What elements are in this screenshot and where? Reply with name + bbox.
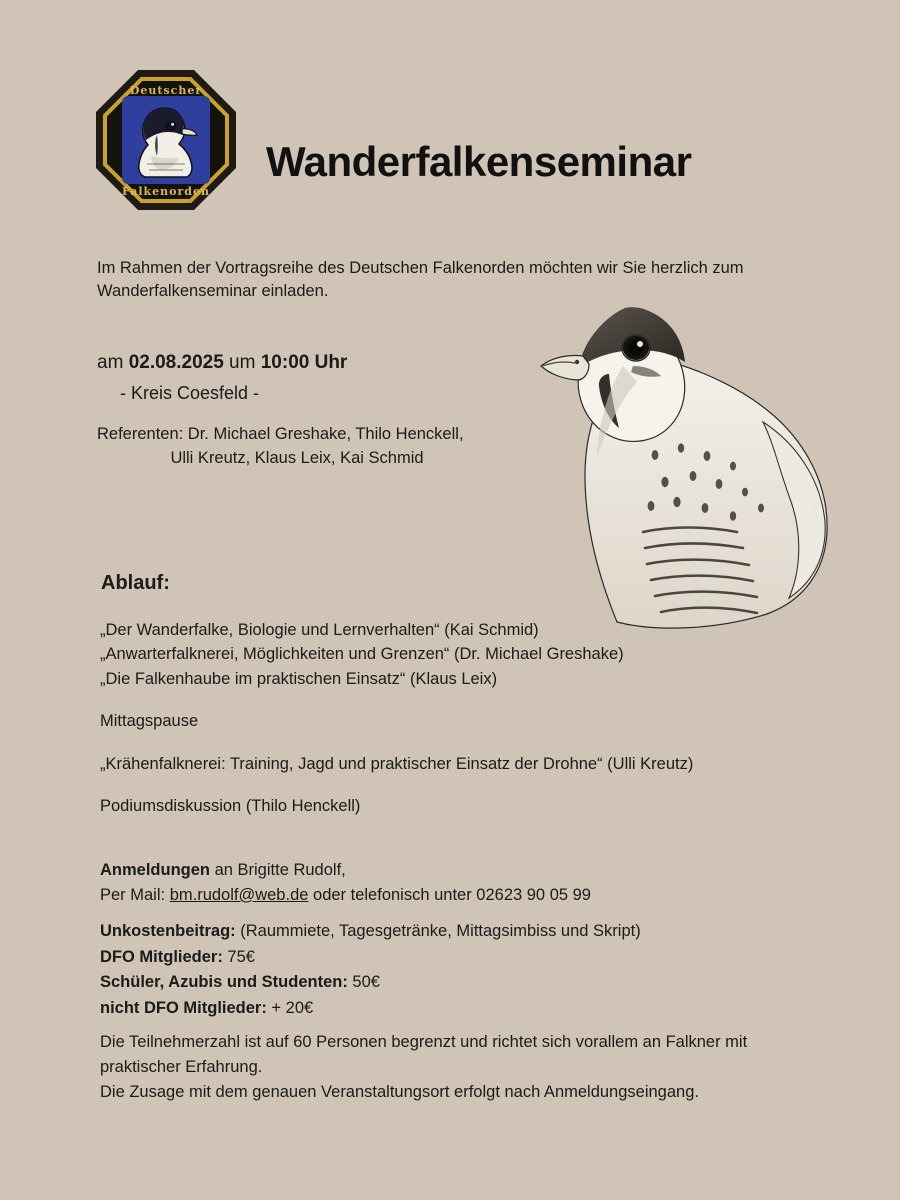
footnote-line-2: Die Zusage mit dem genauen Veranstaltungsort erfolgt nach Anmeldungseingang.	[100, 1082, 699, 1101]
registration-contact-line	[100, 858, 820, 883]
fees-header	[100, 919, 820, 945]
registration-label: Anmeldungen	[100, 861, 210, 879]
logo-blue-field	[122, 96, 210, 184]
program-heading: Ablauf:	[101, 572, 170, 594]
fees-label: Unkostenbeitrag:	[100, 922, 236, 940]
mail-suffix: oder telefonisch unter 02623 90 05 99	[308, 885, 591, 904]
fee-row	[100, 996, 820, 1022]
list-item: Podiumsdiskussion (Thilo Henckell)	[100, 797, 361, 816]
fee-label: DFO Mitglieder:	[100, 947, 223, 966]
list-item: Mittagspause	[100, 712, 199, 731]
speakers-line-2: Ulli Kreutz, Klaus Leix, Kai Schmid	[170, 448, 424, 467]
registration-contact: an Brigitte Rudolf,	[210, 861, 346, 879]
fee-value: 75€	[222, 947, 255, 966]
dfo-logo	[96, 70, 236, 210]
event-speakers	[97, 423, 517, 471]
email-link[interactable]: bm.rudolf@web.de	[169, 885, 309, 904]
footnote-line-1: Die Teilnehmerzahl ist auf 60 Personen begrenzt und richtet sich vorallem an Falkner mit praktischer Erfahrung.	[100, 1033, 748, 1076]
page-title: Wanderfalkenseminar	[266, 138, 692, 186]
footnote-block	[100, 1030, 820, 1104]
fees-includes: (Raummiete, Tagesgetränke, Mittagsimbiss und Skript)	[235, 922, 641, 940]
spacer	[100, 691, 800, 709]
peregrine-falcon-illustration	[505, 270, 845, 650]
falcon-head-icon	[127, 104, 205, 180]
list-item: „Krähenfalknerei: Training, Jagd und praktischer Einsatz der Drohne“ (Ulli Kreutz)	[100, 754, 694, 773]
mail-prefix: Per Mail:	[100, 885, 170, 904]
fees-block	[100, 919, 820, 1021]
registration-block	[100, 858, 820, 908]
fee-label: Schüler, Azubis und Studenten:	[100, 973, 348, 992]
registration-mail-line	[100, 883, 820, 908]
spacer	[100, 776, 800, 794]
speakers-line-1: Referenten: Dr. Michael Greshake, Thilo Henckell,	[97, 425, 464, 443]
fee-row	[100, 970, 820, 996]
fee-label: nicht DFO Mitglieder:	[100, 998, 267, 1017]
list-item: „Anwarterfalknerei, Möglichkeiten und Grenzen“ (Dr. Michael Greshake)	[100, 645, 624, 664]
fee-row	[100, 945, 820, 971]
spacer	[100, 734, 800, 752]
list-item: „Der Wanderfalke, Biologie und Lernverhalten“ (Kai Schmid)	[100, 621, 539, 639]
fee-value: + 20€	[266, 998, 314, 1017]
date-prefix: am	[97, 352, 129, 373]
intro-paragraph: Im Rahmen der Vortragsreihe des Deutschen Falkenorden möchten wir Sie herzlich zum Wanderfalkenseminar einladen.	[97, 258, 744, 301]
event-date-line	[97, 352, 347, 374]
event-region: - Kreis Coesfeld -	[120, 383, 260, 403]
program-list	[100, 618, 800, 818]
event-date: 02.08.2025	[128, 352, 224, 373]
logo-text-top: Deutscher	[129, 84, 203, 97]
list-item: „Die Falkenhaube im praktischen Einsatz“ (Klaus Leix)	[100, 669, 498, 688]
date-middle: um	[223, 352, 261, 373]
logo-text-bottom: Falkenorden	[122, 185, 210, 198]
fee-value: 50€	[347, 973, 380, 992]
event-time: 10:00 Uhr	[260, 352, 348, 373]
